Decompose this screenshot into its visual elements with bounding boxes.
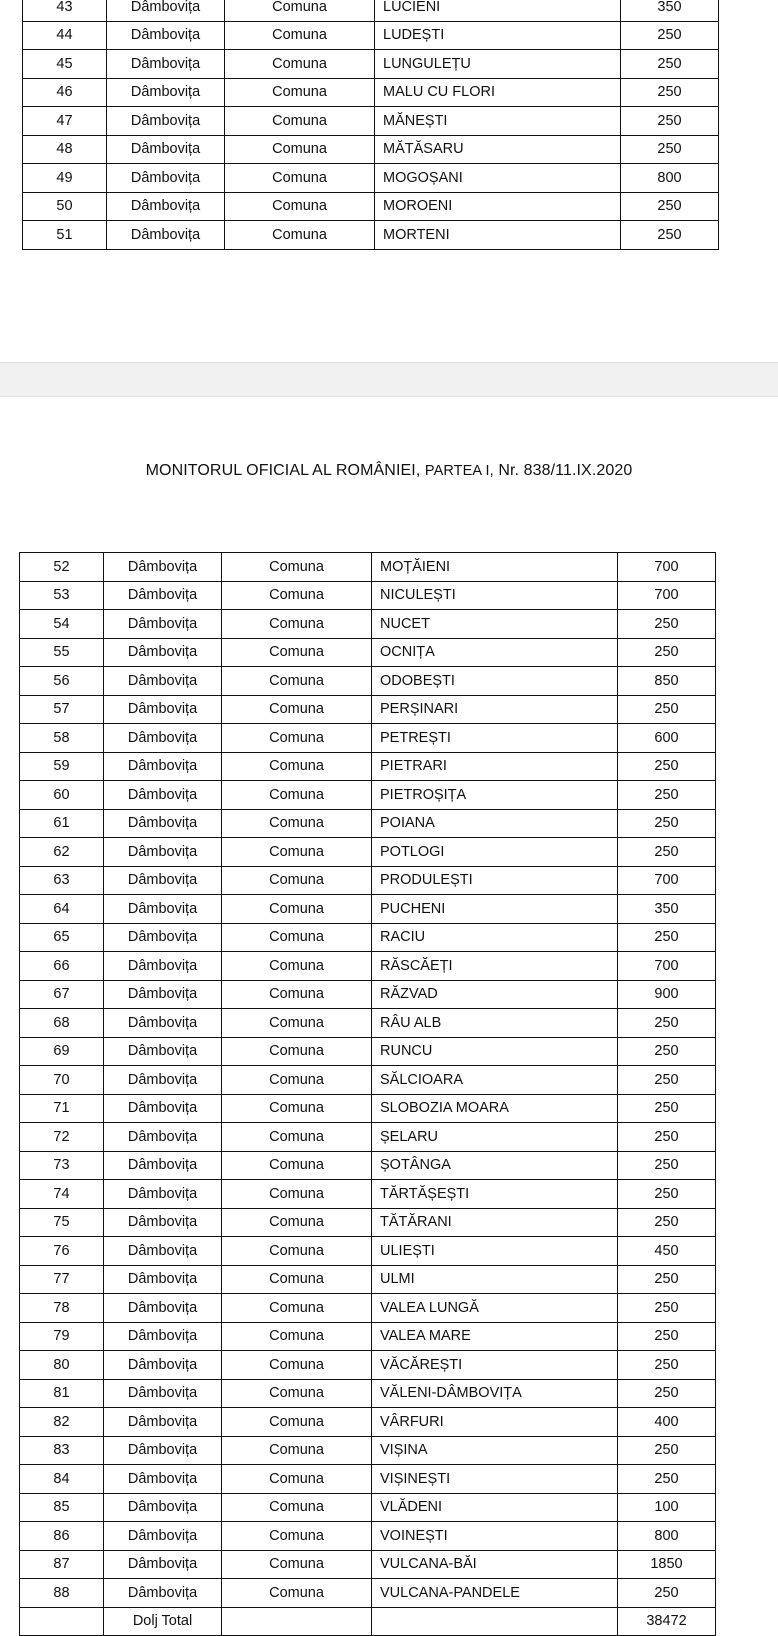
amount-cell: 250: [618, 1351, 716, 1380]
amount-cell: 250: [618, 1037, 716, 1066]
amount-cell: 250: [618, 695, 716, 724]
type-cell: Comuna: [222, 1322, 372, 1351]
type-cell: Comuna: [222, 1123, 372, 1152]
row-number: 72: [20, 1123, 104, 1152]
locality-name-cell: MOȚĂIENI: [372, 553, 618, 582]
locality-name-cell: VĂCĂREȘTI: [372, 1351, 618, 1380]
type-cell: Comuna: [225, 21, 375, 50]
locality-name-cell: MOGOȘANI: [375, 164, 621, 193]
county-cell: Dâmbovița: [104, 610, 222, 639]
table-row: [20, 1294, 716, 1323]
row-number: 61: [20, 809, 104, 838]
amount-cell: 250: [621, 192, 719, 221]
row-number: 56: [20, 667, 104, 696]
table-row: [20, 581, 716, 610]
table-row: [20, 1151, 716, 1180]
county-cell: Dâmbovița: [104, 1123, 222, 1152]
amount-cell: 600: [618, 724, 716, 753]
amount-cell: 250: [618, 1066, 716, 1095]
locality-name-cell: VĂLENI-DÂMBOVIȚA: [372, 1379, 618, 1408]
type-cell: Comuna: [222, 1208, 372, 1237]
locality-name-cell: PRODULEȘTI: [372, 866, 618, 895]
amount-cell: 250: [618, 1180, 716, 1209]
county-cell: Dâmbovița: [104, 1037, 222, 1066]
type-cell: Comuna: [222, 724, 372, 753]
document-page-1: [0, 0, 778, 362]
type-cell: Comuna: [222, 866, 372, 895]
row-number: 84: [20, 1465, 104, 1494]
row-number: 51: [23, 221, 107, 250]
header-title: MONITORUL OFICIAL AL ROMÂNIEI,: [145, 462, 421, 479]
type-cell: Comuna: [222, 838, 372, 867]
locality-name-cell: PETREȘTI: [372, 724, 618, 753]
row-number: 75: [20, 1208, 104, 1237]
total-value: 38472: [618, 1607, 716, 1636]
locality-name-cell: ULIEȘTI: [372, 1237, 618, 1266]
county-cell: Dâmbovița: [104, 838, 222, 867]
locality-name-cell: RĂZVAD: [372, 980, 618, 1009]
row-number: 83: [20, 1436, 104, 1465]
locality-name-cell: OCNIȚA: [372, 638, 618, 667]
row-number: 59: [20, 752, 104, 781]
table-row: [23, 221, 719, 250]
table-row: [23, 78, 719, 107]
type-cell: Comuna: [222, 1436, 372, 1465]
empty-cell: [20, 1607, 104, 1636]
county-cell: Dâmbovița: [104, 1066, 222, 1095]
amount-cell: 250: [618, 1294, 716, 1323]
amount-cell: 250: [618, 809, 716, 838]
row-number: 54: [20, 610, 104, 639]
row-number: 87: [20, 1550, 104, 1579]
locality-name-cell: VULCANA-BĂI: [372, 1550, 618, 1579]
table-row: [20, 638, 716, 667]
table-row: [20, 1009, 716, 1038]
county-cell: Dâmbovița: [104, 952, 222, 981]
county-cell: Dâmbovița: [104, 1465, 222, 1494]
county-cell: Dâmbovița: [104, 1351, 222, 1380]
locality-name-cell: PUCHENI: [372, 895, 618, 924]
table-row: [20, 1351, 716, 1380]
table-row: [20, 610, 716, 639]
type-cell: Comuna: [222, 952, 372, 981]
locality-name-cell: VLĂDENI: [372, 1493, 618, 1522]
amount-cell: 250: [621, 78, 719, 107]
table-row: [20, 1094, 716, 1123]
document-page-2: [0, 397, 778, 1629]
row-number: 68: [20, 1009, 104, 1038]
county-cell: Dâmbovița: [104, 1180, 222, 1209]
type-cell: Comuna: [222, 1265, 372, 1294]
table-row: [23, 164, 719, 193]
row-number: 69: [20, 1037, 104, 1066]
table-row: [23, 107, 719, 136]
amount-cell: 700: [618, 952, 716, 981]
locality-name-cell: POTLOGI: [372, 838, 618, 867]
row-number: 43: [23, 0, 107, 21]
county-cell: Dâmbovița: [104, 1579, 222, 1608]
table-body: [23, 0, 719, 249]
type-cell: Comuna: [222, 980, 372, 1009]
county-cell: Dâmbovița: [104, 1379, 222, 1408]
table-row: [20, 1066, 716, 1095]
amount-cell: 400: [618, 1408, 716, 1437]
type-cell: Comuna: [225, 221, 375, 250]
type-cell: Comuna: [222, 638, 372, 667]
county-cell: Dâmbovița: [104, 1265, 222, 1294]
amount-cell: 450: [618, 1237, 716, 1266]
row-number: 73: [20, 1151, 104, 1180]
type-cell: Comuna: [222, 1550, 372, 1579]
county-cell: Dâmbovița: [104, 581, 222, 610]
table-row: [20, 553, 716, 582]
row-number: 85: [20, 1493, 104, 1522]
empty-cell: [372, 1607, 618, 1636]
table-row: [20, 724, 716, 753]
amount-cell: 250: [618, 610, 716, 639]
locality-name-cell: SLOBOZIA MOARA: [372, 1094, 618, 1123]
table-row: [23, 21, 719, 50]
county-cell: Dâmbovița: [104, 1522, 222, 1551]
table-row: [20, 1322, 716, 1351]
table-row: [20, 1180, 716, 1209]
type-cell: Comuna: [222, 1094, 372, 1123]
county-cell: Dâmbovița: [107, 0, 225, 21]
type-cell: Comuna: [222, 1493, 372, 1522]
table-row: [20, 1465, 716, 1494]
locality-name-cell: RÂU ALB: [372, 1009, 618, 1038]
locality-name-cell: VALEA MARE: [372, 1322, 618, 1351]
type-cell: Comuna: [222, 781, 372, 810]
type-cell: Comuna: [225, 192, 375, 221]
page-header: [0, 462, 778, 480]
row-number: 66: [20, 952, 104, 981]
locality-name-cell: RUNCU: [372, 1037, 618, 1066]
table-row: [20, 1237, 716, 1266]
county-cell: Dâmbovița: [107, 21, 225, 50]
locality-name-cell: ULMI: [372, 1265, 618, 1294]
county-cell: Dâmbovița: [104, 923, 222, 952]
locality-name-cell: LUCIENI: [375, 0, 621, 21]
type-cell: Comuna: [225, 78, 375, 107]
amount-cell: 250: [618, 781, 716, 810]
locality-name-cell: MALU CU FLORI: [375, 78, 621, 107]
locality-name-cell: POIANA: [372, 809, 618, 838]
amount-cell: 250: [618, 1094, 716, 1123]
type-cell: Comuna: [225, 0, 375, 21]
locality-name-cell: TĂTĂRANI: [372, 1208, 618, 1237]
table-row: [20, 695, 716, 724]
table-row: [20, 1436, 716, 1465]
type-cell: Comuna: [225, 50, 375, 79]
amount-cell: 250: [618, 1322, 716, 1351]
row-number: 79: [20, 1322, 104, 1351]
row-number: 55: [20, 638, 104, 667]
type-cell: Comuna: [222, 695, 372, 724]
amount-cell: 350: [618, 895, 716, 924]
type-cell: Comuna: [222, 1294, 372, 1323]
county-cell: Dâmbovița: [104, 1408, 222, 1437]
county-cell: Dâmbovița: [104, 809, 222, 838]
amount-cell: 250: [618, 1265, 716, 1294]
locality-name-cell: VALEA LUNGĂ: [372, 1294, 618, 1323]
county-cell: Dâmbovița: [104, 1436, 222, 1465]
county-cell: Dâmbovița: [104, 1322, 222, 1351]
type-cell: Comuna: [222, 1379, 372, 1408]
type-cell: Comuna: [222, 1151, 372, 1180]
page-separator: [0, 362, 778, 397]
locality-name-cell: VIȘINA: [372, 1436, 618, 1465]
type-cell: Comuna: [225, 135, 375, 164]
row-number: 67: [20, 980, 104, 1009]
county-cell: Dâmbovița: [104, 553, 222, 582]
row-number: 81: [20, 1379, 104, 1408]
locality-name-cell: ȘOTÂNGA: [372, 1151, 618, 1180]
locality-name-cell: MOROENI: [375, 192, 621, 221]
header-issue: Nr. 838/11.IX.2020: [498, 462, 633, 479]
type-cell: Comuna: [222, 1180, 372, 1209]
table-row: [20, 1522, 716, 1551]
county-cell: Dâmbovița: [107, 135, 225, 164]
row-number: 78: [20, 1294, 104, 1323]
locality-name-cell: VULCANA-PANDELE: [372, 1579, 618, 1608]
table-row: [20, 1408, 716, 1437]
county-cell: Dâmbovița: [104, 895, 222, 924]
row-number: 60: [20, 781, 104, 810]
table-row: [23, 0, 719, 21]
table-row: [20, 866, 716, 895]
county-cell: Dâmbovița: [104, 1237, 222, 1266]
amount-cell: 250: [618, 638, 716, 667]
table-row: [20, 1379, 716, 1408]
table-row: [20, 809, 716, 838]
county-cell: Dâmbovița: [104, 1208, 222, 1237]
amount-cell: 350: [621, 0, 719, 21]
locality-name-cell: VÂRFURI: [372, 1408, 618, 1437]
row-number: 49: [23, 164, 107, 193]
row-number: 57: [20, 695, 104, 724]
county-cell: Dâmbovița: [104, 1550, 222, 1579]
amount-cell: 250: [621, 221, 719, 250]
row-number: 50: [23, 192, 107, 221]
amount-cell: 1850: [618, 1550, 716, 1579]
amount-cell: 250: [621, 21, 719, 50]
locality-name-cell: MĂNEȘTI: [375, 107, 621, 136]
locality-name-cell: MORTENI: [375, 221, 621, 250]
allocation-table-page-1: [22, 0, 719, 250]
row-number: 52: [20, 553, 104, 582]
locality-name-cell: ODOBEȘTI: [372, 667, 618, 696]
amount-cell: 100: [618, 1493, 716, 1522]
row-number: 74: [20, 1180, 104, 1209]
amount-cell: 800: [621, 164, 719, 193]
row-number: 58: [20, 724, 104, 753]
locality-name-cell: LUDEȘTI: [375, 21, 621, 50]
table-row: [20, 895, 716, 924]
row-number: 65: [20, 923, 104, 952]
type-cell: Comuna: [222, 1009, 372, 1038]
amount-cell: 250: [618, 1465, 716, 1494]
amount-cell: 850: [618, 667, 716, 696]
locality-name-cell: VIȘINEȘTI: [372, 1465, 618, 1494]
amount-cell: 250: [621, 107, 719, 136]
amount-cell: 250: [618, 1208, 716, 1237]
table-row: [20, 980, 716, 1009]
row-number: 47: [23, 107, 107, 136]
amount-cell: 800: [618, 1522, 716, 1551]
county-cell: Dâmbovița: [107, 221, 225, 250]
type-cell: Comuna: [225, 164, 375, 193]
row-number: 45: [23, 50, 107, 79]
row-number: 64: [20, 895, 104, 924]
table-row: [23, 50, 719, 79]
table-row: [20, 1208, 716, 1237]
type-cell: Comuna: [222, 752, 372, 781]
county-cell: Dâmbovița: [104, 667, 222, 696]
table-row: [20, 1550, 716, 1579]
amount-cell: 700: [618, 866, 716, 895]
county-cell: Dâmbovița: [104, 724, 222, 753]
table-row: [20, 1037, 716, 1066]
row-number: 82: [20, 1408, 104, 1437]
amount-cell: 250: [618, 1579, 716, 1608]
total-label: Dolj Total: [104, 1607, 222, 1636]
total-row: [20, 1607, 716, 1636]
type-cell: Comuna: [222, 581, 372, 610]
type-cell: Comuna: [222, 1465, 372, 1494]
locality-name-cell: NICULEȘTI: [372, 581, 618, 610]
locality-name-cell: PIETROȘIȚA: [372, 781, 618, 810]
type-cell: Comuna: [225, 107, 375, 136]
county-cell: Dâmbovița: [107, 78, 225, 107]
type-cell: Comuna: [222, 610, 372, 639]
row-number: 63: [20, 866, 104, 895]
amount-cell: 250: [618, 923, 716, 952]
amount-cell: 700: [618, 581, 716, 610]
county-cell: Dâmbovița: [107, 192, 225, 221]
row-number: 62: [20, 838, 104, 867]
row-number: 76: [20, 1237, 104, 1266]
amount-cell: 250: [618, 838, 716, 867]
table-row: [23, 135, 719, 164]
locality-name-cell: ȘELARU: [372, 1123, 618, 1152]
county-cell: Dâmbovița: [107, 164, 225, 193]
header-part: PARTEA I,: [424, 463, 494, 479]
row-number: 86: [20, 1522, 104, 1551]
county-cell: Dâmbovița: [104, 695, 222, 724]
type-cell: Comuna: [222, 1408, 372, 1437]
amount-cell: 250: [618, 1009, 716, 1038]
table-row: [20, 1123, 716, 1152]
row-number: 44: [23, 21, 107, 50]
locality-name-cell: PERȘINARI: [372, 695, 618, 724]
row-number: 53: [20, 581, 104, 610]
locality-name-cell: NUCET: [372, 610, 618, 639]
type-cell: Comuna: [222, 1351, 372, 1380]
table-row: [20, 1493, 716, 1522]
table-row: [20, 838, 716, 867]
amount-cell: 250: [618, 1151, 716, 1180]
row-number: 77: [20, 1265, 104, 1294]
county-cell: Dâmbovița: [107, 50, 225, 79]
row-number: 70: [20, 1066, 104, 1095]
locality-name-cell: SĂLCIOARA: [372, 1066, 618, 1095]
county-cell: Dâmbovița: [104, 1009, 222, 1038]
county-cell: Dâmbovița: [104, 638, 222, 667]
locality-name-cell: TĂRTĂȘEȘTI: [372, 1180, 618, 1209]
locality-name-cell: MĂTĂSARU: [375, 135, 621, 164]
county-cell: Dâmbovița: [104, 1094, 222, 1123]
county-cell: Dâmbovița: [104, 980, 222, 1009]
amount-cell: 250: [618, 1379, 716, 1408]
locality-name-cell: RACIU: [372, 923, 618, 952]
table-row: [20, 752, 716, 781]
amount-cell: 900: [618, 980, 716, 1009]
allocation-table-page-2: [19, 552, 716, 1636]
county-cell: Dâmbovița: [104, 866, 222, 895]
table-row: [20, 667, 716, 696]
county-cell: Dâmbovița: [104, 1151, 222, 1180]
row-number: 46: [23, 78, 107, 107]
type-cell: Comuna: [222, 1037, 372, 1066]
table-row: [20, 1579, 716, 1608]
county-cell: Dâmbovița: [104, 752, 222, 781]
locality-name-cell: RĂSCĂEȚI: [372, 952, 618, 981]
locality-name-cell: VOINEȘTI: [372, 1522, 618, 1551]
type-cell: Comuna: [222, 1579, 372, 1608]
county-cell: Dâmbovița: [104, 1294, 222, 1323]
amount-cell: 250: [618, 752, 716, 781]
table-row: [20, 1265, 716, 1294]
table-row: [23, 192, 719, 221]
amount-cell: 250: [618, 1123, 716, 1152]
type-cell: Comuna: [222, 553, 372, 582]
locality-name-cell: LUNGULEȚU: [375, 50, 621, 79]
type-cell: Comuna: [222, 1522, 372, 1551]
row-number: 80: [20, 1351, 104, 1380]
amount-cell: 250: [621, 135, 719, 164]
row-number: 48: [23, 135, 107, 164]
table-row: [20, 923, 716, 952]
locality-name-cell: PIETRARI: [372, 752, 618, 781]
county-cell: Dâmbovița: [104, 1493, 222, 1522]
row-number: 71: [20, 1094, 104, 1123]
row-number: 88: [20, 1579, 104, 1608]
table-row: [20, 781, 716, 810]
type-cell: Comuna: [222, 895, 372, 924]
table-body: [20, 553, 716, 1636]
type-cell: Comuna: [222, 1237, 372, 1266]
amount-cell: 250: [618, 1436, 716, 1465]
amount-cell: 700: [618, 553, 716, 582]
type-cell: Comuna: [222, 1066, 372, 1095]
amount-cell: 250: [621, 50, 719, 79]
type-cell: Comuna: [222, 923, 372, 952]
county-cell: Dâmbovița: [104, 781, 222, 810]
table-row: [20, 952, 716, 981]
county-cell: Dâmbovița: [107, 107, 225, 136]
type-cell: Comuna: [222, 667, 372, 696]
empty-cell: [222, 1607, 372, 1636]
type-cell: Comuna: [222, 809, 372, 838]
